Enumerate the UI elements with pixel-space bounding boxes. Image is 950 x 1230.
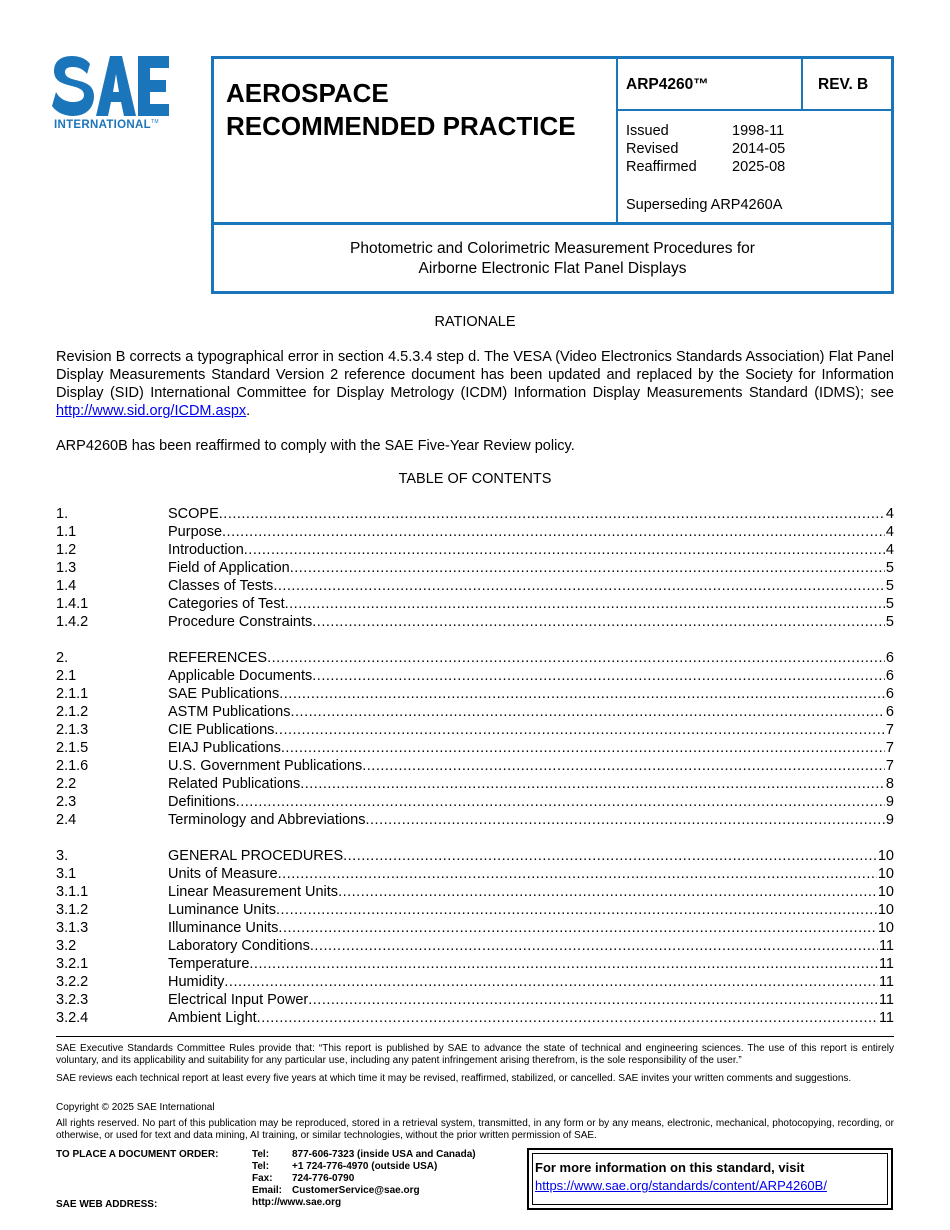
toc-dot-leader (290, 559, 885, 577)
contact-key: Tel: (252, 1161, 270, 1172)
rationale-text: Revision B corrects a typographical error in section 4.5.3.4 step d. The VESA (Video Electronics Standards Association) Flat Panel Display Measurements Standard Version 2 reference document has been updated and replaced by the Society for Information Display (SID) International Committee for Display Metrology (ICDM) Information Display Measurements Standard (IDMS); see (56, 349, 894, 401)
toc-entry[interactable] (56, 667, 894, 685)
toc-entry-body (168, 1009, 894, 1027)
toc-section-number: 3. (56, 848, 69, 864)
toc-page-number: 10 (877, 866, 894, 882)
toc-entry[interactable] (56, 883, 894, 901)
toc-section-number: 3.2.1 (56, 956, 89, 972)
toc-section-number: 1.4.1 (56, 596, 89, 612)
committee-rules-text: SAE Executive Standards Committee Rules provide that: “This report is published by SAE to advance the state of technical and engineering sciences. The use of this report is entirely voluntary, and its applicability and suitability for any particular use, including any patent infringement arising therefrom, is the sole responsibility of the user.” (56, 1043, 894, 1066)
toc-section-title: Electrical Input Power (168, 992, 309, 1008)
web-address-label: SAE WEB ADDRESS: (56, 1199, 158, 1210)
icdm-link[interactable]: http://www.sid.org/ICDM.aspx (56, 403, 247, 419)
contact-row (252, 1149, 476, 1161)
date-row (626, 122, 785, 140)
contact-key: Email: (252, 1185, 283, 1196)
date-label: Revised (626, 141, 679, 157)
toc-section-title: ASTM Publications (168, 704, 291, 720)
toc-entry-body (168, 523, 894, 541)
review-policy-text: SAE reviews each technical report at least every five years at which time it may be revised, reaffirmed, stabilized, or cancelled. SAE invites your written comments and suggestions. (56, 1073, 852, 1084)
toc-dot-leader (343, 847, 877, 865)
toc-page-number: 7 (885, 758, 894, 774)
toc-entry-body (168, 505, 894, 523)
logo-tm: TM (150, 119, 159, 126)
toc-entry[interactable] (56, 901, 894, 919)
toc-section-title: U.S. Government Publications (168, 758, 363, 774)
toc-dot-leader (310, 937, 878, 955)
toc-entry-body (168, 865, 894, 883)
rationale-text-end: . (246, 403, 251, 419)
toc-dot-leader (279, 685, 885, 703)
toc-section-number: 1.4.2 (56, 614, 89, 630)
contact-row (252, 1173, 476, 1185)
toc-section-number: 3.1.3 (56, 920, 89, 936)
date-value: 2014-05 (732, 141, 786, 157)
toc-entry-body (168, 703, 894, 721)
toc-section-title: Ambient Light (168, 1010, 257, 1026)
toc-entry-body (168, 649, 894, 667)
toc-dot-leader (244, 541, 885, 559)
toc-entry-body (168, 901, 894, 919)
toc-section-number: 1.4 (56, 578, 77, 594)
date-block (626, 122, 785, 176)
toc-page-number: 9 (885, 812, 894, 828)
toc-page-number: 9 (885, 794, 894, 810)
toc-entry[interactable] (56, 739, 894, 757)
toc-dot-leader (285, 595, 885, 613)
toc-section-title: Laboratory Conditions (168, 938, 310, 954)
sae-logo-icon (52, 56, 170, 116)
contact-row (252, 1197, 476, 1209)
contact-email[interactable]: CustomerService@sae.org (292, 1185, 420, 1196)
toc-entry-body (168, 847, 894, 865)
date-label: Issued (626, 123, 669, 139)
toc-dot-leader (274, 721, 885, 739)
more-info-heading: For more information on this standard, visit (535, 1160, 805, 1175)
toc-page-number: 6 (885, 668, 894, 684)
toc-entry[interactable] (56, 541, 894, 559)
toc-entry[interactable] (56, 721, 894, 739)
toc-entry[interactable] (56, 811, 894, 829)
contact-value: 877-606-7323 (inside USA and Canada) (292, 1149, 476, 1160)
toc-dot-leader (267, 649, 885, 667)
toc-section-title: Purpose (168, 524, 223, 540)
toc-dot-leader (224, 973, 878, 991)
document-type-line: AEROSPACE (226, 78, 389, 108)
toc-section-title: Classes of Tests (168, 578, 274, 594)
toc-dot-leader (222, 523, 885, 541)
toc-entry-body (168, 775, 894, 793)
date-label: Reaffirmed (626, 159, 697, 175)
toc-entry-body (168, 919, 894, 937)
toc-page-number: 5 (885, 596, 894, 612)
toc-section-number: 1.1 (56, 524, 77, 540)
toc-entry-body (168, 685, 894, 703)
toc-section-number: 2.1 (56, 668, 77, 684)
contact-key: Fax: (252, 1173, 273, 1184)
toc-entry[interactable] (56, 955, 894, 973)
more-info-box (527, 1148, 893, 1210)
toc-entry[interactable] (56, 919, 894, 937)
toc-section-number: 1.2 (56, 542, 77, 558)
toc-section-title: Related Publications (168, 776, 301, 792)
toc-dot-leader (308, 991, 878, 1009)
toc-dot-leader (338, 883, 877, 901)
toc-entry[interactable] (56, 775, 894, 793)
toc-page-number: 6 (885, 704, 894, 720)
toc-dot-leader (291, 703, 885, 721)
date-value: 2025-08 (732, 159, 786, 175)
toc-dot-leader (276, 901, 877, 919)
toc-section-title: Terminology and Abbreviations (168, 812, 366, 828)
toc-entry-body (168, 613, 894, 631)
toc-page-number: 4 (885, 542, 894, 558)
toc-section-number: 3.1.1 (56, 884, 89, 900)
toc-page-number: 8 (885, 776, 894, 792)
toc-section-number: 3.1 (56, 866, 77, 882)
toc-entry-body (168, 955, 894, 973)
toc-page-number: 11 (878, 992, 894, 1008)
toc-page-number: 10 (877, 884, 894, 900)
toc-dot-leader (300, 775, 885, 793)
toc-entry[interactable] (56, 991, 894, 1009)
toc-page-number: 11 (878, 974, 894, 990)
toc-section-title: Humidity (168, 974, 225, 990)
toc-entry[interactable] (56, 613, 894, 631)
toc-dot-leader (236, 793, 885, 811)
toc-entry-body (168, 991, 894, 1009)
toc-dot-leader (273, 577, 885, 595)
toc-dot-leader (365, 811, 884, 829)
rights-text: All rights reserved. No part of this publication may be reproduced, stored in a retrieval system, transmitted, in any form or by any means, electronic, mechanical, photocopying, recording, or otherwise, or used for text and data mining, AI training, or similar technologies, without the prior written permission of SAE. (56, 1118, 894, 1141)
toc-page-number: 7 (885, 740, 894, 756)
toc-section-title: Illuminance Units (168, 920, 279, 936)
rationale-heading: RATIONALE (434, 314, 516, 330)
toc-entry[interactable] (56, 1009, 894, 1027)
toc-section-title: Temperature (168, 956, 250, 972)
toc-section-number: 3.2.4 (56, 1010, 89, 1026)
toc-entry-body (168, 739, 894, 757)
toc-dot-leader (278, 919, 876, 937)
header-divider (616, 109, 894, 111)
toc-section-title: Linear Measurement Units (168, 884, 339, 900)
revision-label: REV. B (818, 76, 869, 93)
toc-entry-body (168, 883, 894, 901)
toc-entry[interactable] (56, 523, 894, 541)
toc-entry-body (168, 667, 894, 685)
superseding-note: Superseding ARP4260A (626, 197, 783, 213)
toc-section-number: 2. (56, 650, 69, 666)
toc-section-number: 2.3 (56, 794, 77, 810)
toc-entry[interactable] (56, 559, 894, 577)
toc-entry[interactable] (56, 595, 894, 613)
toc-section-number: 2.1.2 (56, 704, 89, 720)
document-type-title (226, 77, 576, 143)
toc-page-number: 11 (878, 956, 894, 972)
toc-section-title: Luminance Units (168, 902, 276, 918)
toc-section-number: 2.1.5 (56, 740, 89, 756)
toc-entry[interactable] (56, 757, 894, 775)
header-divider (214, 222, 891, 225)
toc-page-number: 4 (885, 506, 894, 522)
standard-page-link[interactable]: https://www.sae.org/standards/content/ARP4260B/ (535, 1178, 827, 1193)
toc-section-number: 2.1.3 (56, 722, 89, 738)
toc-entry[interactable] (56, 847, 894, 865)
toc-entry[interactable] (56, 505, 894, 523)
logo-subtitle-text: INTERNATIONAL (54, 119, 151, 131)
toc-section-number: 1. (56, 506, 69, 522)
toc-dot-leader (312, 667, 885, 685)
document-number: ARP4260™ (626, 76, 709, 93)
toc-dot-leader (278, 865, 877, 883)
toc-entry[interactable] (56, 685, 894, 703)
toc-entry[interactable] (56, 793, 894, 811)
toc-dot-leader (312, 613, 885, 631)
date-row (626, 158, 785, 176)
date-value: 1998-11 (732, 123, 785, 139)
toc-page-number: 5 (885, 578, 894, 594)
toc-entry[interactable] (56, 649, 894, 667)
toc-section-title: Categories of Test (168, 596, 285, 612)
toc-page-number: 6 (885, 650, 894, 666)
toc-entry-body (168, 757, 894, 775)
toc-section-number: 2.1.1 (56, 686, 89, 702)
toc-entry-body (168, 811, 894, 829)
toc-section-number: 2.4 (56, 812, 77, 828)
toc-section-number: 3.1.2 (56, 902, 89, 918)
document-type-line: RECOMMENDED PRACTICE (226, 111, 576, 141)
contact-row (252, 1161, 476, 1173)
header-divider (801, 59, 803, 109)
toc-section-title: REFERENCES (168, 650, 268, 666)
toc-section-title: Field of Application (168, 560, 290, 576)
copyright-text: Copyright © 2025 SAE International (56, 1102, 215, 1113)
toc-entry-body (168, 577, 894, 595)
toc-section-title: SAE Publications (168, 686, 280, 702)
toc-page-number: 5 (885, 560, 894, 576)
logo-subtitle (54, 119, 159, 131)
toc-page-number: 11 (878, 938, 894, 954)
toc-dot-leader (249, 955, 878, 973)
toc-dot-leader (281, 739, 885, 757)
toc-section-number: 2.1.6 (56, 758, 89, 774)
toc-dot-leader (219, 505, 885, 523)
contact-value: +1 724-776-4970 (outside USA) (292, 1161, 438, 1172)
toc-entry[interactable] (56, 865, 894, 883)
toc-section-title: CIE Publications (168, 722, 275, 738)
toc-dot-leader (257, 1009, 878, 1027)
rationale-paragraph (56, 348, 894, 420)
toc-section-title: Definitions (168, 794, 236, 810)
toc-page-number: 6 (885, 686, 894, 702)
document-title (214, 239, 891, 279)
toc-section-number: 3.2.3 (56, 992, 89, 1008)
order-label: TO PLACE A DOCUMENT ORDER: (56, 1149, 219, 1160)
contact-row (252, 1185, 476, 1197)
toc-section-title: EIAJ Publications (168, 740, 281, 756)
toc-section-title: Units of Measure (168, 866, 278, 882)
toc-entry-body (168, 595, 894, 613)
toc-section-title: GENERAL PROCEDURES (168, 848, 344, 864)
toc-section-number: 2.2 (56, 776, 77, 792)
toc-page-number: 4 (885, 524, 894, 540)
header-box (211, 56, 894, 294)
toc-section-number: 3.2 (56, 938, 77, 954)
toc-dot-leader (362, 757, 885, 775)
date-row (626, 140, 785, 158)
contact-block (252, 1149, 476, 1209)
header-divider (616, 59, 618, 223)
toc-entry-body (168, 793, 894, 811)
toc-heading: TABLE OF CONTENTS (398, 471, 552, 487)
toc-page-number: 11 (878, 1010, 894, 1026)
toc-entry-body (168, 559, 894, 577)
toc-entry[interactable] (56, 703, 894, 721)
toc-page-number: 5 (885, 614, 894, 630)
footer-divider (56, 1036, 894, 1037)
toc-section-title: SCOPE (168, 506, 219, 522)
toc-page-number: 7 (885, 722, 894, 738)
document-title-line: Photometric and Colorimetric Measurement Procedures for (350, 240, 755, 257)
sae-logo (52, 56, 182, 136)
toc-entry[interactable] (56, 577, 894, 595)
toc-entry-body (168, 721, 894, 739)
toc-entry-body (168, 973, 894, 991)
toc-section-number: 1.3 (56, 560, 77, 576)
contact-key: Tel: (252, 1149, 270, 1160)
contact-value: 724-776-0790 (292, 1173, 355, 1184)
toc-page-number: 10 (877, 848, 894, 864)
toc-entry[interactable] (56, 937, 894, 955)
toc-entry-body (168, 541, 894, 559)
document-title-line: Airborne Electronic Flat Panel Displays (418, 260, 687, 277)
toc-section-title: Applicable Documents (168, 668, 313, 684)
toc-section-title: Procedure Constraints (168, 614, 313, 630)
toc-entry[interactable] (56, 973, 894, 991)
sae-web-link[interactable]: http://www.sae.org (252, 1197, 342, 1208)
reaffirmation-paragraph: ARP4260B has been reaffirmed to comply with the SAE Five-Year Review policy. (56, 438, 575, 454)
toc-page-number: 10 (877, 920, 894, 936)
toc-entry-body (168, 937, 894, 955)
toc-page-number: 10 (877, 902, 894, 918)
toc-section-title: Introduction (168, 542, 244, 558)
toc-section-number: 3.2.2 (56, 974, 89, 990)
